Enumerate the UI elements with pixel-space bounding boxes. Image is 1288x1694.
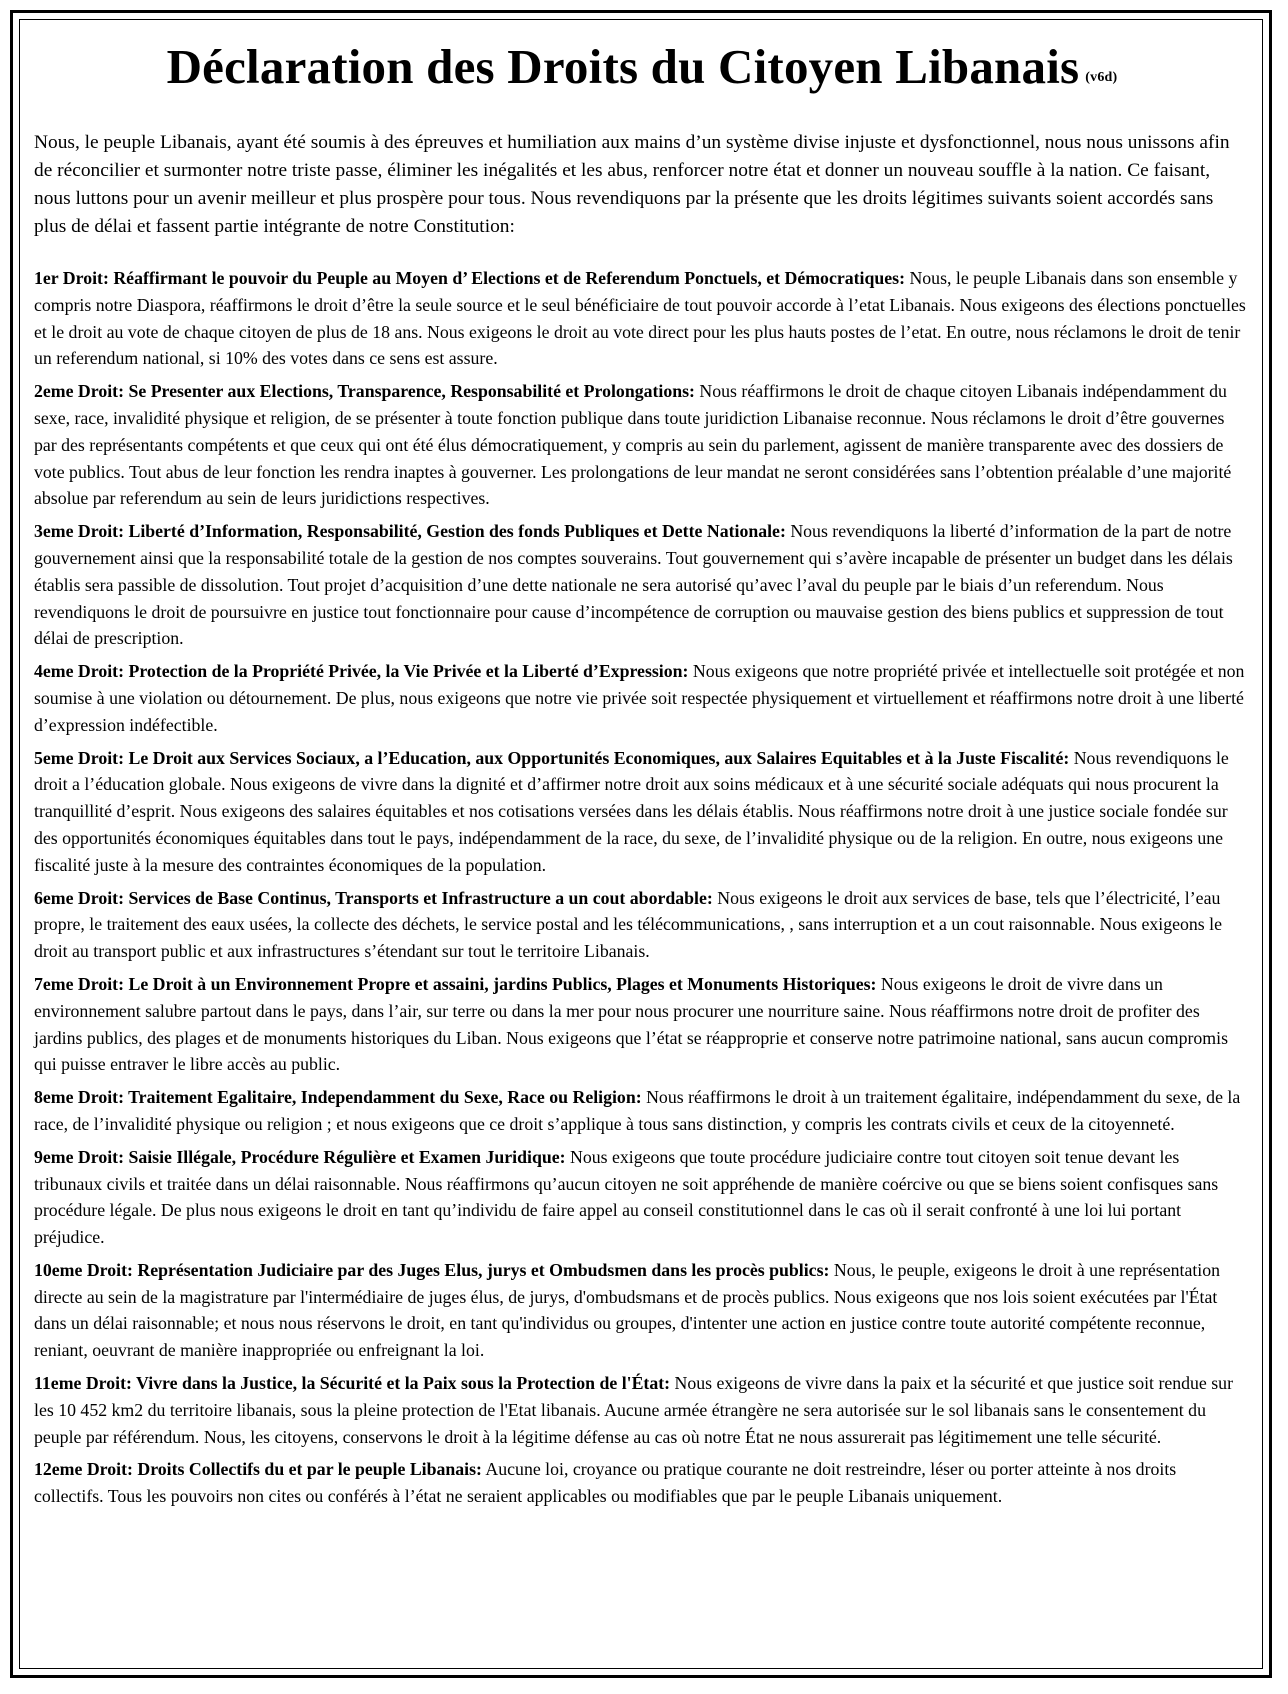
document-title-line (34, 38, 1250, 107)
right-text: Nous réaffirmons le droit de chaque citoyen Libanais indépendamment du sexe, race, invalidité physique et religion, de se présenter à toute fonction publique dans toute juridiction Libanaise reconnue. Nous réclamons le droit d’être gouvernes par des représentants compétents et que ceux qui ont été élus démocratiquement, y compris au sein du parlement, agissent de manière transparente avec des dossiers de vote publics. Tout abus de leur fonction les rendra inaptes à gouverner. Les prolongations de leur mandat ne seront considérées sans l’obtention préalable d’une majorité absolue par referendum au sein de leurs juridictions respectives. (34, 381, 1232, 509)
right-4 (34, 658, 1250, 738)
right-heading: 12eme Droit: Droits Collectifs du et par le peuple Libanais: (34, 1459, 482, 1480)
right-8 (34, 1084, 1250, 1138)
version-tag: (v6d) (1085, 70, 1118, 85)
document-title: Déclaration des Droits du Citoyen Libanais (166, 39, 1080, 94)
rights-list (34, 265, 1250, 1510)
right-text: Nous exigeons de vivre dans la paix et la sécurité et que justice soit rendue sur les 10 452 km2 du territoire libanais, sous la pleine protection de l'Etat libanais. Aucune armée étrangère ne sera autorisée sur le sol libanais sans le consentement du peuple par référendum. Nous, les citoyens, conservons le droit à la légitime défense au cas où notre État ne nous assurerait pas légitimement une telle sécurité. (34, 1373, 1233, 1447)
right-heading: 1er Droit: Réaffirmant le pouvoir du Peuple au Moyen d’ Elections et de Referendum Ponctuels, et Démocratiques: (34, 268, 905, 288)
right-heading: 7eme Droit: Le Droit à un Environnement Propre et assaini, jardins Publics, Plages et Monuments Historiques: (34, 973, 877, 994)
right-heading: 10eme Droit: Représentation Judiciaire par des Juges Elus, jurys et Ombudsmen dans les procès publics: (34, 1259, 830, 1280)
right-heading: 3eme Droit: Liberté d’Information, Responsabilité, Gestion des fonds Publiques et Dette Nationale: (34, 521, 786, 542)
right-text: Nous exigeons le droit de vivre dans un environnement salubre partout dans le pays, dans l’air, sur terre ou dans la mer pour nous procurer une nourriture saine. Nous réaffirmons notre droit de profiter des jardins publics, des plages et de monuments historiques du Liban. Nous exigeons que l’état se réapproprie et conserve notre patrimoine national, sans aucun compromis qui puisse entraver le libre accès au public. (34, 973, 1229, 1075)
right-text: Nous, le peuple, exigeons le droit à une représentation directe au sein de la magistrature par l'intermédiaire de juges élus, de jurys, d'ombudsmans et de procès publics. Nous exigeons que nos lois soient exécutées par l'État dans un délai raisonnable; et nous nous réservons le droit, en tant qu'individus ou groupes, d'intenter une action en justice contre toute autorité compétente reconnue, reniant, oeuvrant de manière inappropriée ou enfreignant la loi. (34, 1259, 1220, 1361)
right-9 (34, 1144, 1250, 1251)
right-heading: 5eme Droit: Le Droit aux Services Sociaux, a l’Education, aux Opportunités Economiques, aux Salaires Equitables et à la Juste Fiscalité: (34, 747, 1070, 768)
right-1 (34, 265, 1250, 372)
right-heading: 8eme Droit: Traitement Egalitaire, Independamment du Sexe, Race ou Religion: (34, 1087, 642, 1108)
right-text: Nous revendiquons le droit a l’éducation globale. Nous exigeons de vivre dans la dignité et d’affirmer notre droit aux soins médicaux et à une sécurité sociale adéquats qui nous procurent la tranquillité d’esprit. Nous exigeons des salaires équitables et nos cotisations versées dans les délais établis. Nous réaffirmons notre droit à une justice sociale fondée sur des opportunités économiques équitables dans tout le pays, indépendamment de la race, du sexe, de l’invalidité physique ou de la religion. En outre, nous exigeons une fiscalité juste à la mesure des contraintes économiques de la population. (34, 747, 1229, 875)
right-7 (34, 971, 1250, 1078)
right-text: Nous, le peuple Libanais dans son ensemble y compris notre Diaspora, réaffirmons le droit d’être la seule source et le seul bénéficiaire de tout pouvoir accorde à l’etat Libanais. Nous exigeons des élections ponctuelles et le droit au vote de chaque citoyen de plus de 18 ans. Nous exigeons le droit au vote direct pour les plus hauts postes de l’etat. En outre, nous réclamons le droit de tenir un referendum national, si 10% des votes dans ce sens est assure. (34, 268, 1246, 369)
right-heading: 6eme Droit: Services de Base Continus, Transports et Infrastructure a un cout abordable: (34, 887, 713, 908)
right-2 (34, 378, 1250, 512)
document-page (19, 19, 1263, 1669)
right-text: Nous réaffirmons le droit à un traitement égalitaire, indépendamment du sexe, de la race, de l’invalidité physique ou religion ; et nous exigeons que ce droit s’applique à tous sans distinction, y compris les contrats civils et ceux de la citoyenneté. (34, 1087, 1241, 1134)
right-text: Nous revendiquons la liberté d’information de la part de notre gouvernement ainsi que la responsabilité totale de la gestion de nos comptes souverains. Tout gouvernement qui s’avère incapable de présenter un budget dans les délais établis sera passible de dissolution. Tout projet d’acquisition d’une dette nationale ne sera autorisé qu’avec l’aval du peuple par le biais d’un referendum. Nous revendiquons le droit de poursuivre en justice tout fonctionnaire pour cause d’incompétence de corruption ou mauvaise gestion des biens publics et suppression de tout délai de prescription. (34, 521, 1233, 649)
right-11 (34, 1370, 1250, 1450)
right-heading: 9eme Droit: Saisie Illégale, Procédure Régulière et Examen Juridique: (34, 1146, 566, 1167)
right-3 (34, 518, 1250, 652)
right-5 (34, 745, 1250, 879)
right-text: Nous exigeons que notre propriété privée et intellectuelle soit protégée et non soumise à une violation ou détournement. De plus, nous exigeons que notre vie privée soit respectée physiquement et virtuellement et réaffirmons notre droit à une liberté d’expression indéfectible. (34, 661, 1245, 735)
right-text: Aucune loi, croyance ou pratique courante ne doit restreindre, léser ou porter atteinte à nos droits collectifs. Tous les pouvoirs non cites ou conférés à l’état ne seraient applicables ou modifiables que par le peuple Libanais uniquement. (34, 1459, 1177, 1507)
right-10 (34, 1257, 1250, 1364)
right-heading: 11eme Droit: Vivre dans la Justice, la Sécurité et la Paix sous la Protection de l'État: (34, 1373, 671, 1394)
outer-border (10, 10, 1272, 1678)
right-12 (34, 1456, 1250, 1510)
right-heading: 4eme Droit: Protection de la Propriété Privée, la Vie Privée et la Liberté d’Expression: (34, 661, 689, 682)
right-6 (34, 885, 1250, 965)
preamble-paragraph: Nous, le peuple Libanais, ayant été soumis à des épreuves et humiliation aux mains d’un système divise injuste et dysfonctionnel, nous nous unissons afin de réconcilier et surmonter notre triste passe, éliminer les inégalités et les abus, renforcer notre état et donner un nouveau souffle à la nation. Ce faisant, nous luttons pour un avenir meilleur et plus prospère pour tous. Nous revendiquons par la présente que les droits légitimes suivants soient accordés sans plus de délai et fassent partie intégrante de notre Constitution: (34, 132, 1230, 237)
right-heading: 2eme Droit: Se Presenter aux Elections, Transparence, Responsabilité et Prolongations: (34, 381, 695, 402)
right-text: Nous exigeons que toute procédure judiciaire contre tout citoyen soit tenue devant les tribunaux civils et traitée dans un délai raisonnable. Nous réaffirmons qu’aucun citoyen ne soit appréhende de manière coércive ou que se biens soient confisques sans procédure légale. De plus nous exigeons le droit en tant qu’individu de faire appel au conseil constitutionnel dans le cas où il serait confronté à une loi lui portant préjudice. (34, 1146, 1219, 1248)
right-text: Nous exigeons le droit aux services de base, tels que l’électricité, l’eau propre, le traitement des eaux usées, la collecte des déchets, le service postal and les télécommunications, , sans interruption et a un cout raisonnable. Nous exigeons le droit au transport public et aux infrastructures s’étendant sur tout le territoire Libanais. (34, 887, 1222, 962)
